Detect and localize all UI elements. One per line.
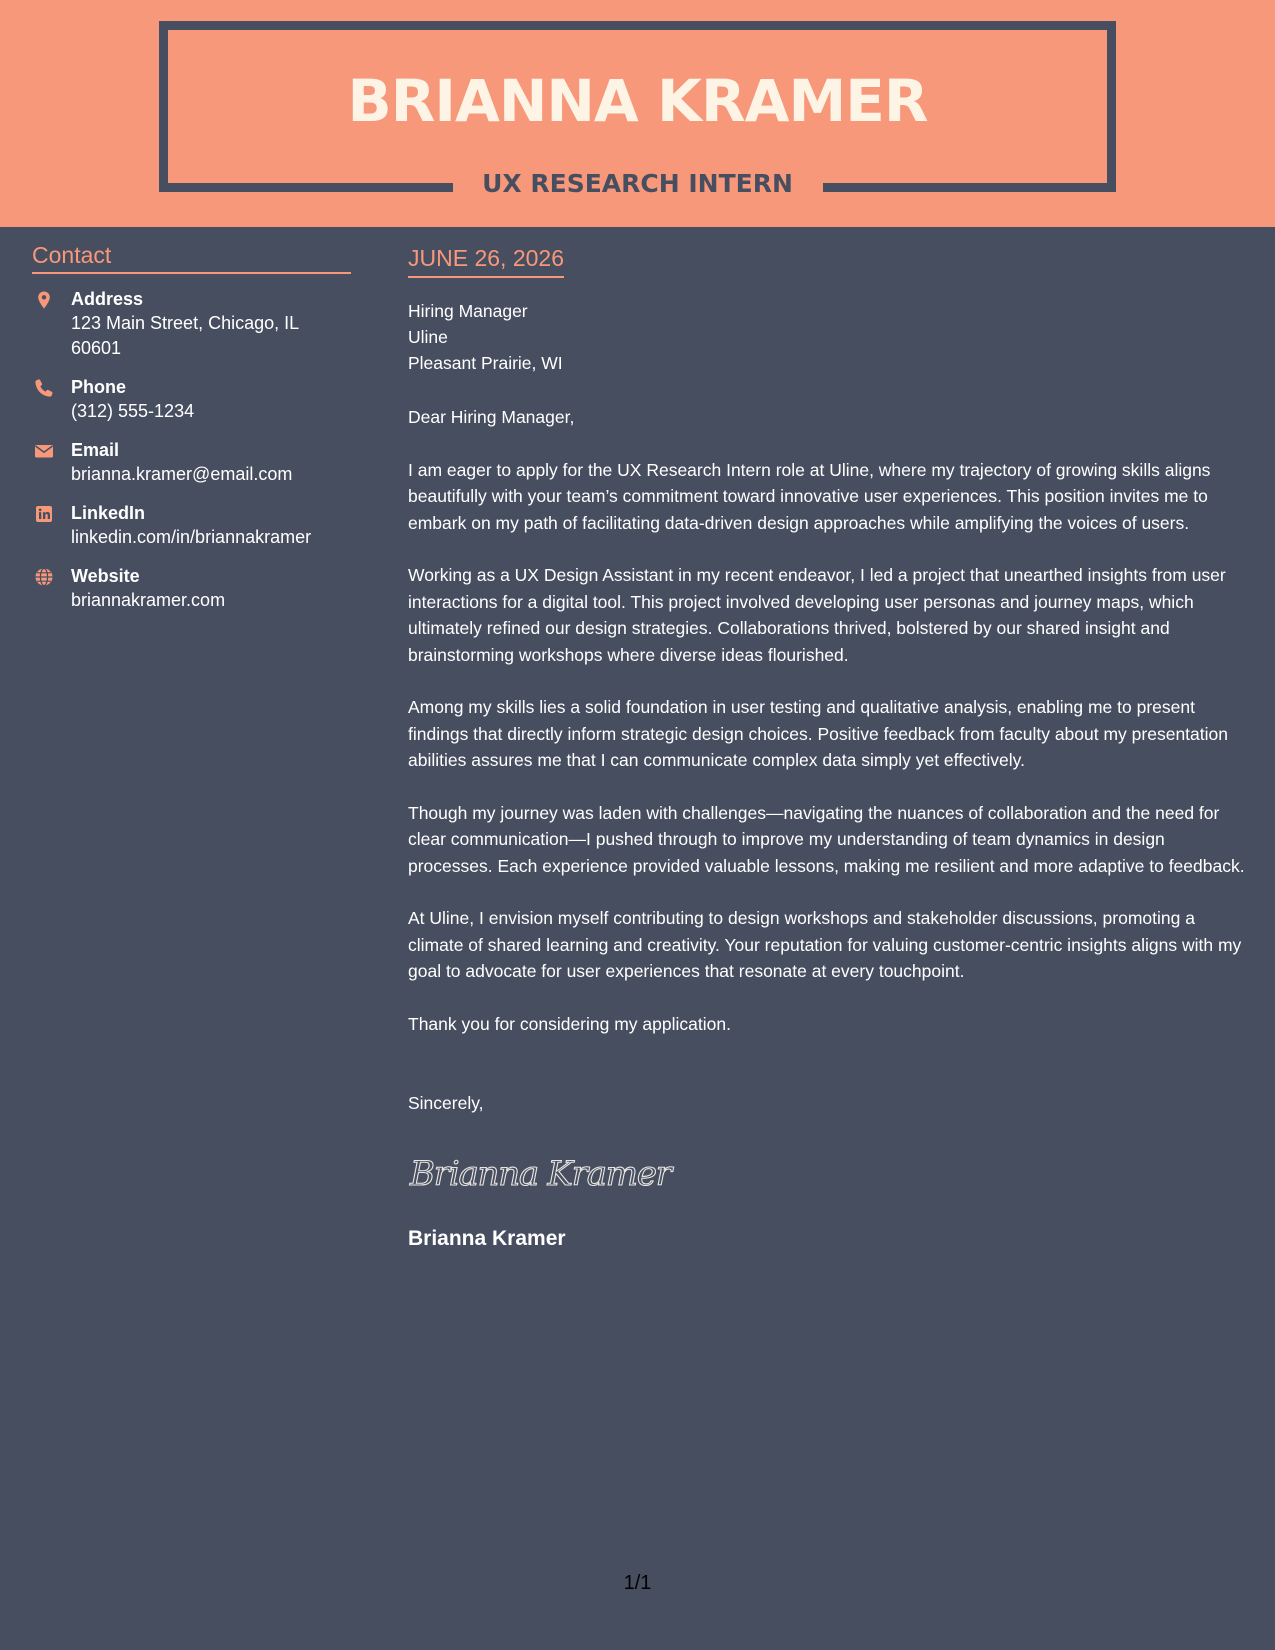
contact-value: brianna.kramer@email.com xyxy=(71,464,293,484)
letter-body xyxy=(408,242,1254,1254)
contact-label: Email xyxy=(71,440,120,460)
frame-edge-top xyxy=(159,21,1116,30)
letter-date: JUNE 26, 2026 xyxy=(408,242,564,278)
recipient-company: Uline xyxy=(408,327,448,347)
contact-heading: Contact xyxy=(32,240,351,274)
letter-paragraph: Though my journey was laden with challenges—navigating the nuances of collaboration and the need for clear communication—I pushed through to improve my understanding of team dynamics in design processes. Each experience provided valuable lessons, making me resilient and more adaptive to feedback. xyxy=(408,802,1245,876)
salutation: Dear Hiring Manager, xyxy=(408,407,575,427)
job-title: UX RESEARCH INTERN xyxy=(482,169,793,198)
signature-image xyxy=(408,1147,688,1199)
contact-value: 123 Main Street, Chicago, IL 60601 xyxy=(71,313,299,358)
letter-paragraph: Thank you for considering my application. xyxy=(408,1013,731,1034)
recipient-block xyxy=(408,298,1254,376)
linkedin-icon xyxy=(34,504,54,524)
contact-value: linkedin.com/in/briannakramer xyxy=(71,527,312,547)
contact-item-phone xyxy=(32,375,351,424)
contact-label: Address xyxy=(71,289,144,309)
signer-name: Brianna Kramer xyxy=(408,1227,566,1250)
globe-icon xyxy=(34,567,54,587)
contact-label: Website xyxy=(71,566,140,586)
contact-label: LinkedIn xyxy=(71,503,146,523)
contact-sidebar xyxy=(32,240,351,627)
header-banner xyxy=(0,0,1275,227)
letter-paragraph: Among my skills lies a solid foundation in user testing and qualitative analysis, enabling me to present findings that directly inform strategic design choices. Positive feedback from faculty about my presentation abilities assures me that I can communicate complex data simply yet effectively. xyxy=(408,697,1228,770)
contact-item-address xyxy=(32,287,351,361)
contact-value: (312) 555-1234 xyxy=(71,401,195,421)
map-pin-icon xyxy=(34,290,54,310)
recipient-location: Pleasant Prairie, WI xyxy=(408,353,563,373)
contact-item-linkedin xyxy=(32,501,351,550)
letter-paragraph: At Uline, I envision myself contributing to design workshops and stakeholder discussions, promoting a climate of shared learning and creativity. Your reputation for valuing customer-centric insights aligns with my goal to advocate for user experiences that resonate at every touchpoint. xyxy=(408,908,1242,981)
letter-paragraph: Working as a UX Design Assistant in my recent endeavor, I led a project that unearthed insights from user interactions for a digital tool. This project involved developing user personas and journey maps, which ultimately refined our design strategies. Collaborations thrived, bolstered by our shared insight and brainstorming workshops where diverse ideas flourished. xyxy=(408,565,1226,665)
contact-item-email xyxy=(32,438,351,487)
contact-item-website xyxy=(32,564,351,613)
contact-value: briannakramer.com xyxy=(71,590,226,610)
closing: Sincerely, xyxy=(408,1093,484,1113)
signature-text: Brianna Kramer xyxy=(410,1153,672,1194)
phone-icon xyxy=(34,378,54,398)
recipient-name: Hiring Manager xyxy=(408,301,528,321)
applicant-name: BRIANNA KRAMER xyxy=(347,67,928,135)
envelope-icon xyxy=(34,441,54,461)
contact-list xyxy=(32,287,351,613)
page-number: 1/1 xyxy=(623,1572,652,1594)
contact-label: Phone xyxy=(71,377,127,397)
letter-paragraph: I am eager to apply for the UX Research Intern role at Uline, where my trajectory of growing skills aligns beautifully with your team’s commitment toward innovative user experiences. This position invites me to embark on my path of facilitating data-driven design approaches while amplifying the voices of users. xyxy=(408,459,1211,533)
